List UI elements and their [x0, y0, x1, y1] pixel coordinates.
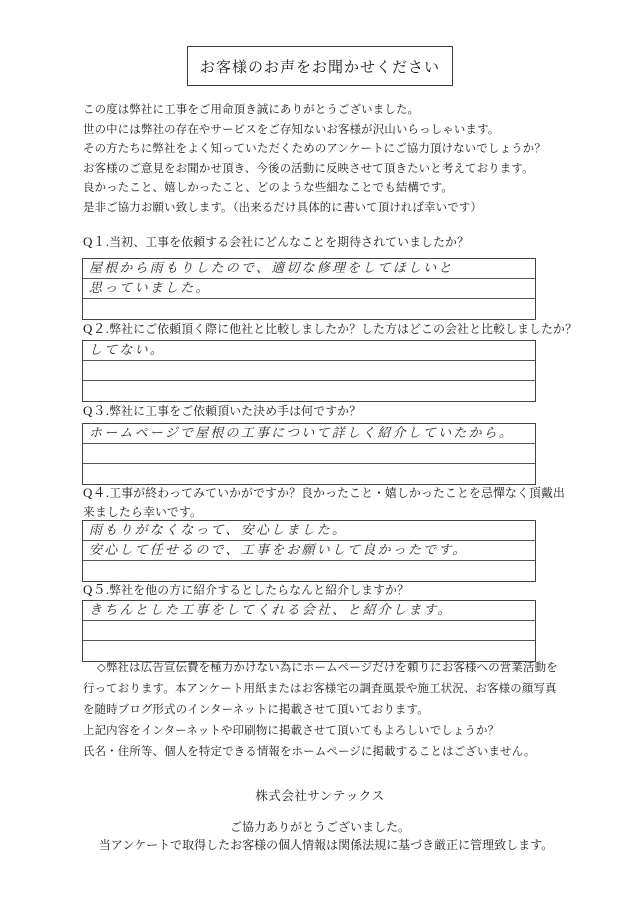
question-number: Q２.	[83, 321, 110, 336]
intro-line: お客様のご意見をお聞かせ頂き、今後の活動に反映させて頂きたいと考えております。	[83, 160, 534, 175]
notice-line: ◇弊社は広告宣伝費を極力かけない為にホームページだけを頼りにお客様への営業活動を	[97, 660, 558, 674]
answer-line[interactable]	[83, 361, 535, 381]
notice-line: 上記内容をインターネットや印刷物に掲載させて頂いてもよろしいでしょうか？	[83, 723, 500, 737]
question-text: 弊社に工事をご依頼頂いた決め手は何ですか？	[109, 404, 362, 418]
intro-line: その方たちに弊社をよく知っていただくためのアンケートにご協力頂けないでしょうか？	[83, 141, 546, 156]
answer-line[interactable]: きちんとした工事をしてくれる会社、と紹介します。	[83, 601, 535, 621]
question-text: 工事が終わってみていかがですか？良かったこと・嬉しかったことを忌憚なく頂戴出	[109, 486, 566, 500]
notice-line: 行っております。本アンケート用紙またはお客様宅の調査風景や施工状況、お客様の顔写真	[83, 681, 557, 695]
intro-text	[83, 100, 563, 218]
question-number: Q４.	[83, 485, 110, 500]
answer-box-2[interactable]	[82, 340, 536, 402]
publication-notice	[83, 657, 563, 762]
answer-box-3[interactable]	[82, 423, 536, 485]
answer-line[interactable]	[83, 299, 535, 319]
notice-line: を随時ブログ形式のインターネットに掲載させて頂いております。	[83, 702, 429, 716]
answer-line[interactable]	[83, 464, 535, 484]
question-4-continued: 来ましたら幸いです。	[83, 505, 203, 519]
answer-box-1[interactable]	[82, 258, 536, 320]
answer-line[interactable]: 安心して任せるので、工事をお願いして良かったです。	[83, 541, 535, 561]
notice-line: 氏名・住所等、個人を特定できる情報をホームページに掲載することはございません。	[83, 744, 536, 758]
question-1	[83, 232, 469, 252]
question-2	[83, 319, 577, 339]
intro-line: 世の中には弊社の存在やサービスをご存知ないお客様が沢山いらっしゃいます。	[83, 121, 500, 136]
question-5	[83, 580, 409, 600]
question-4	[83, 483, 565, 503]
answer-line[interactable]: 屋根から雨もりしたので、適切な修理をしてほしいと	[83, 259, 535, 279]
answer-line[interactable]	[83, 621, 535, 641]
answer-line[interactable]: 思っていました。	[83, 279, 535, 299]
question-number: Q５.	[83, 582, 110, 597]
question-text: 弊社にご依頼頂く際に他社と比較しましたか？した方はどこの会社と比較しましたか？	[109, 322, 578, 336]
answer-box-4[interactable]	[82, 520, 536, 582]
question-number: Q１.	[83, 234, 110, 249]
survey-title: お客様のお声をお聞かせください	[187, 46, 453, 86]
answer-line[interactable]: ホームページで屋根の工事について詳しく紹介していたから。	[83, 424, 535, 444]
intro-line: 良かったこと、嬉しかったこと、どのような些細なことでも結構です。	[83, 180, 453, 195]
answer-line[interactable]: 雨もりがなくなって、安心しました。	[83, 521, 535, 541]
question-3	[83, 401, 361, 421]
intro-line: 是非ご協力お願い致します。（出来るだけ具体的に書いて頂ければ幸いです）	[83, 199, 483, 214]
answer-line[interactable]	[83, 561, 535, 581]
answer-box-5[interactable]	[82, 600, 536, 662]
thanks-message: ご協力ありがとうございました。	[229, 820, 410, 834]
privacy-statement: 当アンケートで取得したお客様の個人情報は関係法規に基づき厳正に管理致します。	[98, 838, 554, 852]
question-number: Q３.	[83, 403, 110, 418]
answer-line[interactable]	[83, 444, 535, 464]
answer-line[interactable]: してない。	[83, 341, 535, 361]
question-text: 当初、工事を依頼する会社にどんなことを期待されていましたか？	[109, 235, 470, 249]
intro-line: この度は弊社に工事をご用命頂き誠にありがとうございました。	[83, 102, 420, 116]
company-name: 株式会社サンテックス	[255, 788, 385, 803]
question-text: 弊社を他の方に紹介するとしたらなんと紹介しますか？	[109, 583, 410, 597]
answer-line[interactable]	[83, 381, 535, 401]
